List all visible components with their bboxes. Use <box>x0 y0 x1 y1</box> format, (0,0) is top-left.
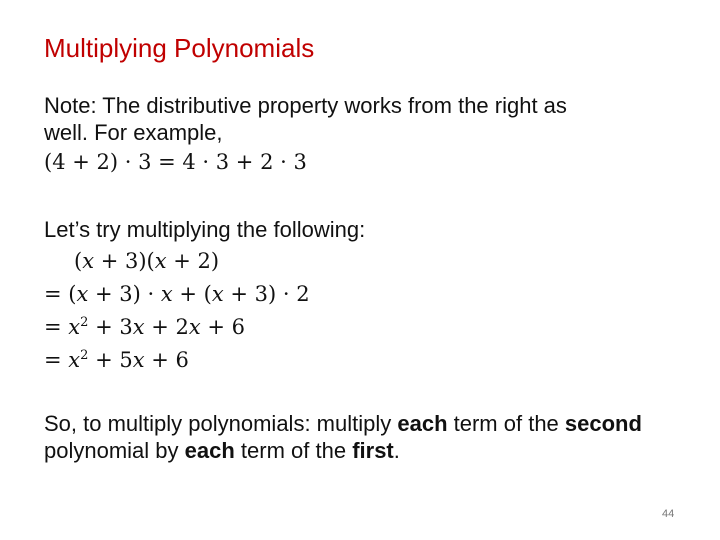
page-number: 44 <box>662 508 675 520</box>
conclusion-text: So, to multiply polynomials: multiply <box>44 411 398 436</box>
emphasis-second: second <box>564 411 642 436</box>
emphasis-each: each <box>397 411 448 436</box>
conclusion-paragraph <box>44 410 684 464</box>
example-equation: (4 + 2) · 3 = 4 · 3 + 2 · 3 <box>44 150 307 174</box>
conclusion-text: polynomial by <box>44 438 185 463</box>
note-line-1: Note: The distributive property works from the right as <box>44 93 567 118</box>
emphasis-each: each <box>184 438 235 463</box>
conclusion-text: term of the <box>447 411 565 436</box>
emphasis-first: first <box>352 438 394 463</box>
note-paragraph <box>44 92 684 146</box>
step-4: = $x^2 + 5x + 6$ <box>44 348 189 372</box>
note-line-2: well. For example, <box>44 120 223 145</box>
try-intro: Let’s try multiplying the following: <box>44 217 366 242</box>
step-2: = (x + 3) · x + (x + 3) · 2 <box>44 282 310 306</box>
slide-title: Multiplying Polynomials <box>44 33 315 63</box>
step-1: (x + 3)(x + 2) <box>74 249 220 273</box>
conclusion-text: . <box>393 438 400 463</box>
conclusion-text: term of the <box>234 438 353 463</box>
step-3: = $x^2 + 3x + 2x + 6$ <box>44 315 246 339</box>
